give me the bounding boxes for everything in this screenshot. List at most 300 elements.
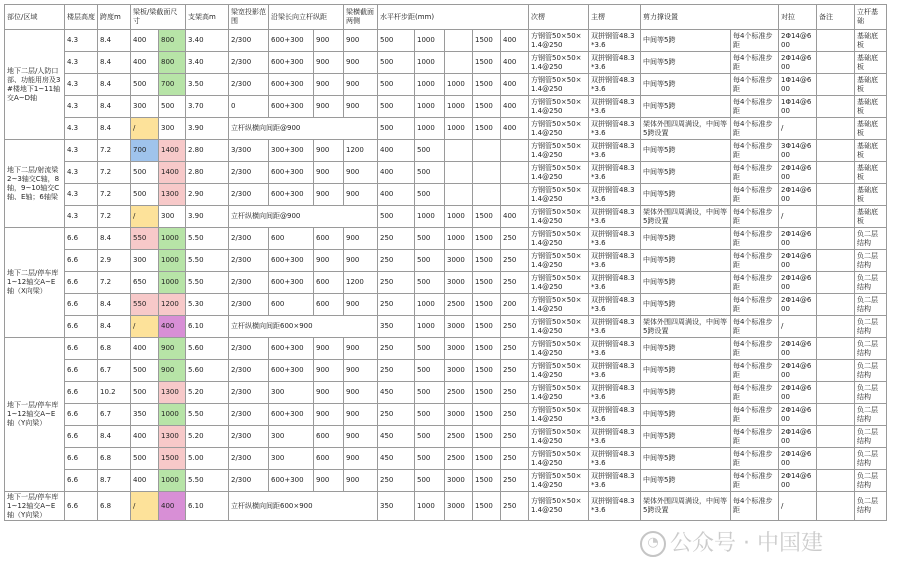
support-height-cell: 5.50 bbox=[186, 228, 229, 250]
pole-base-cell: 基础底板 bbox=[855, 162, 887, 184]
support-height-cell: 5.60 bbox=[186, 360, 229, 382]
bracing-step-cell: 每4个标准步距 bbox=[731, 272, 779, 294]
step-s3-cell: 3000 bbox=[445, 360, 473, 382]
step-s3-cell: 1000 bbox=[445, 118, 473, 140]
floor-height-cell: 6.6 bbox=[65, 382, 98, 404]
remarks-cell bbox=[817, 30, 855, 52]
main-joist-cell: 双拼钢管48.3*3.6 bbox=[589, 228, 641, 250]
step-s4-cell bbox=[473, 184, 501, 206]
remarks-cell bbox=[817, 492, 855, 521]
support-height-cell: 3.90 bbox=[186, 206, 229, 228]
spacing-b-cell: 900 bbox=[314, 404, 344, 426]
beam-depth-cell: 400 bbox=[159, 492, 186, 521]
step-s5-cell: 250 bbox=[501, 448, 529, 470]
pole-spacing-note: 立杆纵横向间距@900 bbox=[229, 118, 378, 140]
tie-rod-cell: 2Φ14@600 bbox=[779, 250, 817, 272]
bracing-step-cell: 每4个标准步距 bbox=[731, 338, 779, 360]
support-height-cell: 3.40 bbox=[186, 52, 229, 74]
header-support-height: 支架高m bbox=[186, 5, 229, 30]
step-s5-cell: 250 bbox=[501, 426, 529, 448]
beam-depth-cell: 1000 bbox=[159, 272, 186, 294]
secondary-joist-cell: 方钢管50×50×1.4@250 bbox=[529, 294, 589, 316]
support-height-cell: 5.20 bbox=[186, 382, 229, 404]
beam-depth-cell: 1300 bbox=[159, 184, 186, 206]
pole-base-cell: 负二层结构 bbox=[855, 404, 887, 426]
tie-rod-cell: / bbox=[779, 118, 817, 140]
step-s5-cell: 250 bbox=[501, 228, 529, 250]
main-joist-cell: 双拼钢管48.3*3.6 bbox=[589, 470, 641, 492]
remarks-cell bbox=[817, 162, 855, 184]
table-row bbox=[5, 52, 887, 74]
bracing-step-cell: 每4个标准步距 bbox=[731, 404, 779, 426]
floor-height-cell: 6.6 bbox=[65, 470, 98, 492]
bracing-layout-cell: 中间等5跨 bbox=[641, 448, 731, 470]
location-cell: 地下二层/射流梁2~3轴交C轴，8轴，9~10轴交C轴、E轴；6轴梁 bbox=[5, 140, 65, 228]
spacing-a-cell: 300+300 bbox=[269, 140, 314, 162]
spacing-b-cell: 600 bbox=[314, 448, 344, 470]
pole-base-cell: 负二层结构 bbox=[855, 294, 887, 316]
beam-width-cell: 400 bbox=[131, 52, 159, 74]
projection-cell: 2/300 bbox=[229, 184, 269, 206]
projection-cell: 0 bbox=[229, 96, 269, 118]
bracing-step-cell: 每4个标准步距 bbox=[731, 360, 779, 382]
table-row bbox=[5, 382, 887, 404]
step-s4-cell: 1500 bbox=[473, 74, 501, 96]
support-height-cell: 5.60 bbox=[186, 338, 229, 360]
step-s1-cell: 400 bbox=[378, 184, 415, 206]
bracing-layout-cell: 中间等5跨 bbox=[641, 162, 731, 184]
spacing-a-cell: 600+300 bbox=[269, 404, 314, 426]
main-joist-cell: 双拼钢管48.3*3.6 bbox=[589, 338, 641, 360]
bracing-layout-cell: 架体外围四周满设，中间等5跨设置 bbox=[641, 316, 731, 338]
step-s3-cell: 1000 bbox=[445, 228, 473, 250]
spacing-b-cell: 900 bbox=[314, 338, 344, 360]
step-s1-cell: 500 bbox=[378, 96, 415, 118]
tie-rod-cell: 2Φ14@600 bbox=[779, 360, 817, 382]
floor-height-cell: 6.6 bbox=[65, 316, 98, 338]
step-s1-cell: 350 bbox=[378, 492, 415, 521]
span-cell: 8.4 bbox=[98, 52, 131, 74]
step-s3-cell: 3000 bbox=[445, 250, 473, 272]
floor-height-cell: 6.6 bbox=[65, 492, 98, 521]
step-s2-cell: 1000 bbox=[415, 52, 445, 74]
step-s1-cell: 500 bbox=[378, 30, 415, 52]
beam-side-cell: 900 bbox=[344, 250, 378, 272]
tie-rod-cell: 2Φ14@600 bbox=[779, 294, 817, 316]
main-joist-cell: 双拼钢管48.3*3.6 bbox=[589, 118, 641, 140]
remarks-cell bbox=[817, 52, 855, 74]
table-row bbox=[5, 448, 887, 470]
step-s1-cell: 250 bbox=[378, 470, 415, 492]
beam-side-cell: 900 bbox=[344, 228, 378, 250]
step-s1-cell: 350 bbox=[378, 316, 415, 338]
beam-depth-cell: 300 bbox=[159, 206, 186, 228]
main-joist-cell: 双拼钢管48.3*3.6 bbox=[589, 272, 641, 294]
spacing-a-cell: 600+300 bbox=[269, 360, 314, 382]
bracing-step-cell: 每4个标准步距 bbox=[731, 96, 779, 118]
beam-side-cell: 900 bbox=[344, 360, 378, 382]
spacing-a-cell: 600+300 bbox=[269, 470, 314, 492]
step-s2-cell: 1000 bbox=[415, 316, 445, 338]
main-joist-cell: 双拼钢管48.3*3.6 bbox=[589, 448, 641, 470]
header-tie-rod: 对拉 bbox=[779, 5, 817, 30]
pole-base-cell: 负二层结构 bbox=[855, 382, 887, 404]
wechat-icon: ◔ bbox=[640, 531, 666, 557]
pole-base-cell: 负二层结构 bbox=[855, 338, 887, 360]
step-s3-cell bbox=[445, 52, 473, 74]
beam-side-cell: 1200 bbox=[344, 272, 378, 294]
floor-height-cell: 4.3 bbox=[65, 52, 98, 74]
step-s2-cell: 500 bbox=[415, 382, 445, 404]
beam-width-cell: / bbox=[131, 316, 159, 338]
step-s4-cell: 1500 bbox=[473, 272, 501, 294]
remarks-cell bbox=[817, 360, 855, 382]
span-cell: 8.4 bbox=[98, 74, 131, 96]
beam-width-cell: 650 bbox=[131, 272, 159, 294]
beam-width-cell: 400 bbox=[131, 338, 159, 360]
secondary-joist-cell: 方钢管50×50×1.4@250 bbox=[529, 30, 589, 52]
remarks-cell bbox=[817, 448, 855, 470]
bracing-step-cell: 每4个标准步距 bbox=[731, 30, 779, 52]
step-s4-cell: 1500 bbox=[473, 448, 501, 470]
step-s3-cell: 2500 bbox=[445, 382, 473, 404]
bracing-step-cell: 每4个标准步距 bbox=[731, 140, 779, 162]
spacing-b-cell: 900 bbox=[314, 30, 344, 52]
projection-cell: 2/300 bbox=[229, 74, 269, 96]
support-height-cell: 5.30 bbox=[186, 294, 229, 316]
projection-cell: 2/300 bbox=[229, 426, 269, 448]
secondary-joist-cell: 方钢管50×50×1.4@250 bbox=[529, 272, 589, 294]
floor-height-cell: 4.3 bbox=[65, 140, 98, 162]
secondary-joist-cell: 方钢管50×50×1.4@250 bbox=[529, 492, 589, 521]
beam-side-cell: 900 bbox=[344, 30, 378, 52]
spacing-a-cell: 600+300 bbox=[269, 52, 314, 74]
secondary-joist-cell: 方钢管50×50×1.4@250 bbox=[529, 316, 589, 338]
floor-height-cell: 6.6 bbox=[65, 250, 98, 272]
beam-side-cell: 900 bbox=[344, 382, 378, 404]
spacing-a-cell: 600+300 bbox=[269, 30, 314, 52]
pole-base-cell: 负二层结构 bbox=[855, 272, 887, 294]
step-s4-cell: 1500 bbox=[473, 250, 501, 272]
beam-width-cell: / bbox=[131, 492, 159, 521]
remarks-cell bbox=[817, 228, 855, 250]
step-s1-cell: 400 bbox=[378, 140, 415, 162]
span-cell: 8.4 bbox=[98, 316, 131, 338]
step-s5-cell: 200 bbox=[501, 294, 529, 316]
pole-base-cell: 基础底板 bbox=[855, 140, 887, 162]
beam-depth-cell: 1000 bbox=[159, 228, 186, 250]
header-span: 跨度m bbox=[98, 5, 131, 30]
beam-depth-cell: 1000 bbox=[159, 470, 186, 492]
beam-depth-cell: 1000 bbox=[159, 250, 186, 272]
span-cell: 6.8 bbox=[98, 338, 131, 360]
table-row bbox=[5, 74, 887, 96]
step-s4-cell: 1500 bbox=[473, 382, 501, 404]
step-s3-cell: 3000 bbox=[445, 338, 473, 360]
bracing-step-cell: 每4个标准步距 bbox=[731, 250, 779, 272]
span-cell: 8.4 bbox=[98, 228, 131, 250]
support-height-cell: 2.80 bbox=[186, 140, 229, 162]
bracing-step-cell: 每4个标准步距 bbox=[731, 184, 779, 206]
step-s4-cell: 1500 bbox=[473, 492, 501, 521]
step-s5-cell: 400 bbox=[501, 96, 529, 118]
step-s1-cell: 250 bbox=[378, 250, 415, 272]
main-joist-cell: 双拼钢管48.3*3.6 bbox=[589, 294, 641, 316]
tie-rod-cell: 2Φ14@600 bbox=[779, 184, 817, 206]
secondary-joist-cell: 方钢管50×50×1.4@250 bbox=[529, 96, 589, 118]
main-joist-cell: 双拼钢管48.3*3.6 bbox=[589, 404, 641, 426]
step-s4-cell: 1500 bbox=[473, 316, 501, 338]
step-s2-cell: 500 bbox=[415, 360, 445, 382]
spacing-b-cell: 900 bbox=[314, 162, 344, 184]
projection-cell: 2/300 bbox=[229, 250, 269, 272]
step-s3-cell bbox=[445, 30, 473, 52]
step-s4-cell: 1500 bbox=[473, 206, 501, 228]
beam-depth-cell: 1400 bbox=[159, 140, 186, 162]
step-s3-cell: 3000 bbox=[445, 404, 473, 426]
step-s4-cell: 1500 bbox=[473, 360, 501, 382]
table-row bbox=[5, 404, 887, 426]
secondary-joist-cell: 方钢管50×50×1.4@250 bbox=[529, 404, 589, 426]
step-s3-cell: 2500 bbox=[445, 294, 473, 316]
step-s3-cell bbox=[445, 184, 473, 206]
main-joist-cell: 双拼钢管48.3*3.6 bbox=[589, 382, 641, 404]
floor-height-cell: 6.6 bbox=[65, 294, 98, 316]
floor-height-cell: 6.6 bbox=[65, 272, 98, 294]
step-s4-cell: 1500 bbox=[473, 426, 501, 448]
step-s1-cell: 500 bbox=[378, 52, 415, 74]
pole-base-cell: 基础底板 bbox=[855, 30, 887, 52]
span-cell: 8.4 bbox=[98, 294, 131, 316]
step-s4-cell: 1500 bbox=[473, 96, 501, 118]
step-s4-cell: 1500 bbox=[473, 338, 501, 360]
pole-spacing-note: 立杆纵横向间距600×900 bbox=[229, 492, 378, 521]
step-s4-cell bbox=[473, 162, 501, 184]
beam-side-cell: 900 bbox=[344, 426, 378, 448]
main-joist-cell: 双拼钢管48.3*3.6 bbox=[589, 30, 641, 52]
secondary-joist-cell: 方钢管50×50×1.4@250 bbox=[529, 228, 589, 250]
tie-rod-cell: 1Φ14@600 bbox=[779, 96, 817, 118]
spacing-b-cell: 600 bbox=[314, 426, 344, 448]
support-height-cell: 3.40 bbox=[186, 30, 229, 52]
table-row bbox=[5, 426, 887, 448]
pole-spacing-note: 立杆纵横向间距@900 bbox=[229, 206, 378, 228]
floor-height-cell: 4.3 bbox=[65, 74, 98, 96]
step-s2-cell: 500 bbox=[415, 338, 445, 360]
pole-base-cell: 基础底板 bbox=[855, 118, 887, 140]
beam-width-cell: 550 bbox=[131, 228, 159, 250]
tie-rod-cell: 3Φ14@600 bbox=[779, 140, 817, 162]
spacing-b-cell: 900 bbox=[314, 140, 344, 162]
pole-base-cell: 负二层结构 bbox=[855, 448, 887, 470]
location-cell: 地下二层/停车库1~12轴交A~E轴（X向梁） bbox=[5, 228, 65, 338]
remarks-cell bbox=[817, 250, 855, 272]
beam-width-cell: / bbox=[131, 118, 159, 140]
beam-width-cell: 700 bbox=[131, 140, 159, 162]
location-cell: 地下一层/停车库1~12轴交A~E轴（Y向梁） bbox=[5, 338, 65, 492]
support-height-cell: 3.50 bbox=[186, 74, 229, 96]
beam-depth-cell: 1000 bbox=[159, 404, 186, 426]
step-s5-cell bbox=[501, 184, 529, 206]
step-s3-cell bbox=[445, 140, 473, 162]
bracing-layout-cell: 中间等5跨 bbox=[641, 30, 731, 52]
projection-cell: 2/300 bbox=[229, 162, 269, 184]
spacing-a-cell: 600 bbox=[269, 228, 314, 250]
tie-rod-cell: 2Φ14@600 bbox=[779, 52, 817, 74]
floor-height-cell: 6.6 bbox=[65, 404, 98, 426]
span-cell: 6.7 bbox=[98, 360, 131, 382]
tie-rod-cell: / bbox=[779, 206, 817, 228]
table-row bbox=[5, 206, 887, 228]
secondary-joist-cell: 方钢管50×50×1.4@250 bbox=[529, 184, 589, 206]
remarks-cell bbox=[817, 470, 855, 492]
step-s3-cell: 1000 bbox=[445, 74, 473, 96]
step-s5-cell: 250 bbox=[501, 250, 529, 272]
header-location: 部位/区域 bbox=[5, 5, 65, 30]
table-row bbox=[5, 140, 887, 162]
span-cell: 7.2 bbox=[98, 162, 131, 184]
header-floor-height: 楼层高度 bbox=[65, 5, 98, 30]
table-row bbox=[5, 250, 887, 272]
remarks-cell bbox=[817, 184, 855, 206]
beam-depth-cell: 300 bbox=[159, 118, 186, 140]
span-cell: 8.7 bbox=[98, 470, 131, 492]
beam-width-cell: 300 bbox=[131, 96, 159, 118]
projection-cell: 2/300 bbox=[229, 294, 269, 316]
floor-height-cell: 6.6 bbox=[65, 426, 98, 448]
step-s1-cell: 400 bbox=[378, 162, 415, 184]
step-s3-cell: 1000 bbox=[445, 206, 473, 228]
bracing-layout-cell: 中间等5跨 bbox=[641, 74, 731, 96]
beam-width-cell: 400 bbox=[131, 470, 159, 492]
step-s1-cell: 500 bbox=[378, 118, 415, 140]
step-s1-cell: 250 bbox=[378, 338, 415, 360]
table-row bbox=[5, 316, 887, 338]
spacing-a-cell: 600+300 bbox=[269, 250, 314, 272]
floor-height-cell: 6.6 bbox=[65, 338, 98, 360]
projection-cell: 2/300 bbox=[229, 228, 269, 250]
step-s3-cell: 3000 bbox=[445, 470, 473, 492]
bracing-layout-cell: 中间等5跨 bbox=[641, 338, 731, 360]
spacing-b-cell: 600 bbox=[314, 294, 344, 316]
bracing-layout-cell: 架体外围四周满设，中间等5跨设置 bbox=[641, 206, 731, 228]
bracing-step-cell: 每4个标准步距 bbox=[731, 382, 779, 404]
spacing-a-cell: 300 bbox=[269, 382, 314, 404]
span-cell: 7.2 bbox=[98, 272, 131, 294]
secondary-joist-cell: 方钢管50×50×1.4@250 bbox=[529, 338, 589, 360]
header-pole-base: 立杆基础 bbox=[855, 5, 887, 30]
projection-cell: 3/300 bbox=[229, 140, 269, 162]
beam-width-cell: 500 bbox=[131, 74, 159, 96]
header-beam-projection: 梁宽投影范围 bbox=[229, 5, 269, 30]
bracing-layout-cell: 中间等5跨 bbox=[641, 272, 731, 294]
beam-width-cell: 400 bbox=[131, 30, 159, 52]
bracing-layout-cell: 架体外围四周满设，中间等5跨设置 bbox=[641, 118, 731, 140]
beam-width-cell: / bbox=[131, 206, 159, 228]
beam-width-cell: 550 bbox=[131, 294, 159, 316]
beam-side-cell: 900 bbox=[344, 162, 378, 184]
remarks-cell bbox=[817, 382, 855, 404]
table-row bbox=[5, 492, 887, 521]
step-s5-cell: 250 bbox=[501, 272, 529, 294]
bracing-step-cell: 每4个标准步距 bbox=[731, 162, 779, 184]
header-secondary-joist: 次楞 bbox=[529, 5, 589, 30]
beam-depth-cell: 1200 bbox=[159, 294, 186, 316]
spacing-a-cell: 600+300 bbox=[269, 96, 314, 118]
main-joist-cell: 双拼钢管48.3*3.6 bbox=[589, 162, 641, 184]
remarks-cell bbox=[817, 96, 855, 118]
pole-base-cell: 基础底板 bbox=[855, 96, 887, 118]
projection-cell: 2/300 bbox=[229, 470, 269, 492]
remarks-cell bbox=[817, 206, 855, 228]
beam-depth-cell: 1400 bbox=[159, 162, 186, 184]
projection-cell: 2/300 bbox=[229, 272, 269, 294]
beam-side-cell: 900 bbox=[344, 74, 378, 96]
secondary-joist-cell: 方钢管50×50×1.4@250 bbox=[529, 360, 589, 382]
step-s5-cell: 250 bbox=[501, 404, 529, 426]
support-height-cell: 5.50 bbox=[186, 272, 229, 294]
step-s2-cell: 500 bbox=[415, 250, 445, 272]
step-s1-cell: 500 bbox=[378, 206, 415, 228]
pole-base-cell: 基础底板 bbox=[855, 184, 887, 206]
bracing-layout-cell: 中间等5跨 bbox=[641, 96, 731, 118]
support-height-cell: 2.80 bbox=[186, 162, 229, 184]
step-s4-cell: 1500 bbox=[473, 118, 501, 140]
span-cell: 8.4 bbox=[98, 30, 131, 52]
step-s5-cell: 250 bbox=[501, 382, 529, 404]
step-s2-cell: 500 bbox=[415, 272, 445, 294]
bracing-step-cell: 每4个标准步距 bbox=[731, 228, 779, 250]
tie-rod-cell: 2Φ14@600 bbox=[779, 426, 817, 448]
step-s2-cell: 1000 bbox=[415, 96, 445, 118]
remarks-cell bbox=[817, 118, 855, 140]
support-height-cell: 3.90 bbox=[186, 118, 229, 140]
remarks-cell bbox=[817, 294, 855, 316]
spacing-b-cell: 900 bbox=[314, 382, 344, 404]
pole-base-cell: 基础底板 bbox=[855, 74, 887, 96]
beam-width-cell: 300 bbox=[131, 250, 159, 272]
beam-depth-cell: 700 bbox=[159, 74, 186, 96]
tie-rod-cell: 2Φ14@600 bbox=[779, 30, 817, 52]
secondary-joist-cell: 方钢管50×50×1.4@250 bbox=[529, 448, 589, 470]
bracing-layout-cell: 中间等5跨 bbox=[641, 404, 731, 426]
support-height-cell: 5.00 bbox=[186, 448, 229, 470]
step-s4-cell: 1500 bbox=[473, 228, 501, 250]
watermark bbox=[640, 526, 823, 557]
main-joist-cell: 双拼钢管48.3*3.6 bbox=[589, 250, 641, 272]
step-s2-cell: 500 bbox=[415, 140, 445, 162]
step-s4-cell: 1500 bbox=[473, 470, 501, 492]
bracing-step-cell: 每4个标准步距 bbox=[731, 294, 779, 316]
bracing-layout-cell: 中间等5跨 bbox=[641, 294, 731, 316]
beam-depth-cell: 1300 bbox=[159, 382, 186, 404]
step-s4-cell: 1500 bbox=[473, 52, 501, 74]
bracing-layout-cell: 中间等5跨 bbox=[641, 52, 731, 74]
table-row bbox=[5, 470, 887, 492]
step-s5-cell: 400 bbox=[501, 118, 529, 140]
beam-depth-cell: 1300 bbox=[159, 426, 186, 448]
tie-rod-cell: 1Φ14@600 bbox=[779, 74, 817, 96]
main-joist-cell: 双拼钢管48.3*3.6 bbox=[589, 140, 641, 162]
spacing-a-cell: 600+300 bbox=[269, 74, 314, 96]
beam-width-cell: 350 bbox=[131, 404, 159, 426]
beam-side-cell: 900 bbox=[344, 184, 378, 206]
secondary-joist-cell: 方钢管50×50×1.4@250 bbox=[529, 52, 589, 74]
span-cell: 6.8 bbox=[98, 492, 131, 521]
support-height-cell: 2.90 bbox=[186, 184, 229, 206]
beam-width-cell: 500 bbox=[131, 184, 159, 206]
support-height-cell: 5.50 bbox=[186, 250, 229, 272]
